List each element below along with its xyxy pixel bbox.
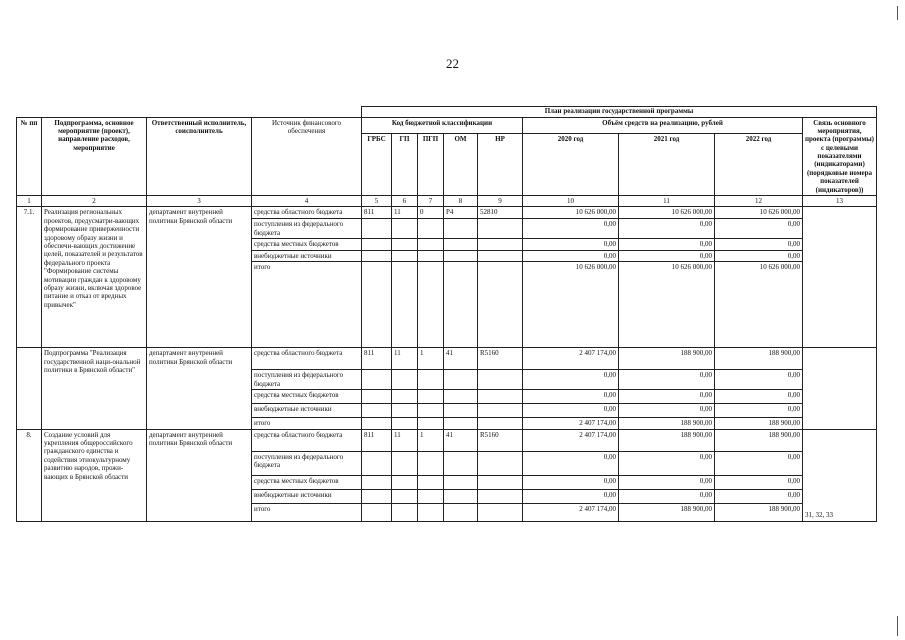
amount-cell: 0,00: [715, 250, 803, 261]
budget-code-cell: [362, 475, 392, 489]
amount-cell: 0,00: [619, 370, 715, 390]
budget-code-cell: [418, 390, 444, 404]
amount-cell: 0,00: [523, 239, 619, 250]
budget-code-cell: 41: [444, 429, 478, 451]
col-number: 9: [478, 196, 523, 207]
budget-code-cell: [362, 219, 392, 239]
amount-cell: 0,00: [619, 219, 715, 239]
budget-code-cell: [362, 390, 392, 404]
col-link: Связь основного мероприятия, проекта (программы) с целевыми показателями (индикаторами) (порядковые номера показателей (индикаторов)): [803, 117, 877, 196]
amount-cell: 188 900,00: [715, 429, 803, 451]
amount-cell: 0,00: [619, 404, 715, 418]
amount-cell: 0,00: [715, 475, 803, 489]
budget-code-cell: [478, 451, 523, 475]
col-np: НР: [478, 134, 523, 196]
budget-code-cell: [418, 418, 444, 429]
budget-code-cell: [362, 418, 392, 429]
funding-source: внебюджетные источники: [252, 404, 362, 418]
col-number: 2: [42, 196, 147, 207]
table-row: [17, 429, 877, 451]
budget-code-cell: [362, 489, 392, 503]
executor-name: департамент внутренней политики Брянской области: [147, 207, 252, 348]
amount-cell: 2 407 174,00: [523, 503, 619, 521]
scan-edge-mark: [897, 6, 898, 20]
budget-code-cell: [444, 262, 478, 348]
amount-cell: 10 626 000,00: [715, 262, 803, 348]
budget-code-cell: P4: [444, 207, 478, 219]
budget-code-cell: [392, 250, 418, 261]
plan-table: [16, 106, 877, 522]
amount-cell: 0,00: [619, 239, 715, 250]
amount-cell: 0,00: [523, 404, 619, 418]
budget-code-cell: [418, 262, 444, 348]
amount-cell: 0,00: [715, 451, 803, 475]
col-number: 3: [147, 196, 252, 207]
budget-code-cell: [478, 262, 523, 348]
row-number: 8.: [17, 429, 42, 521]
col-number: 10: [523, 196, 619, 207]
col-om: ОМ: [444, 134, 478, 196]
budget-code-cell: [444, 503, 478, 521]
activity-name: Подпрограмма "Реализация государственной наци-ональной политики в Брянской области": [42, 348, 147, 429]
executor-name: департамент внутренней политики Брянской области: [147, 348, 252, 429]
indicator-link: [803, 348, 877, 429]
amount-cell: 0,00: [523, 370, 619, 390]
amount-cell: 0,00: [619, 475, 715, 489]
amount-cell: 188 900,00: [715, 418, 803, 429]
amount-cell: 0,00: [523, 451, 619, 475]
budget-code-cell: [444, 475, 478, 489]
col-number: 12: [715, 196, 803, 207]
budget-code-cell: [478, 250, 523, 261]
budget-code-cell: 41: [444, 348, 478, 370]
budget-code-cell: [444, 370, 478, 390]
budget-code-cell: 11: [392, 429, 418, 451]
funding-source: внебюджетные источники: [252, 250, 362, 261]
budget-code-cell: 0: [418, 207, 444, 219]
budget-code-cell: 52810: [478, 207, 523, 219]
budget-code-cell: [478, 418, 523, 429]
col-grbs: ГРБС: [362, 134, 392, 196]
amount-cell: 0,00: [523, 489, 619, 503]
funding-source: итого: [252, 503, 362, 521]
col-number: 7: [418, 196, 444, 207]
budget-code-cell: [444, 250, 478, 261]
budget-code-cell: [418, 239, 444, 250]
budget-code-cell: [444, 239, 478, 250]
amount-cell: 188 900,00: [715, 348, 803, 370]
amount-cell: 0,00: [715, 489, 803, 503]
amount-cell: 0,00: [523, 475, 619, 489]
budget-code-cell: [392, 262, 418, 348]
budget-code-cell: 1: [418, 429, 444, 451]
budget-code-cell: [418, 250, 444, 261]
col-number: 13: [803, 196, 877, 207]
budget-code-cell: [478, 475, 523, 489]
amount-cell: 0,00: [715, 239, 803, 250]
table-row: [17, 348, 877, 370]
budget-code-cell: [478, 489, 523, 503]
budget-code-cell: [362, 404, 392, 418]
budget-code-cell: [478, 370, 523, 390]
activity-name: Реализация региональных проектов, предусматри-вающих формирование приверженности здоровому образу жизни и обеспечи-вающих достижение целей, показателей и результатов федерального проекта "Формирование системы мотивации граждан к здоровому образу жизни, включая здоровое питание и отказ от вредных привычек": [42, 207, 147, 348]
col-number: 11: [619, 196, 715, 207]
funding-source: поступления из федерального бюджета: [252, 370, 362, 390]
indicator-link: 31, 32, 33: [803, 429, 877, 521]
budget-code-cell: [392, 451, 418, 475]
budget-code-cell: [362, 370, 392, 390]
header-spacer: [17, 107, 362, 118]
funding-source: итого: [252, 262, 362, 348]
budget-code-cell: [362, 262, 392, 348]
amount-cell: 0,00: [715, 219, 803, 239]
budget-code-cell: [418, 451, 444, 475]
budget-code-cell: [418, 370, 444, 390]
amount-cell: 188 900,00: [715, 503, 803, 521]
budget-code-cell: [392, 390, 418, 404]
activity-name: Создание условий для укрепления общероссийского гражданского единства и содействия этнокультурному развитию народов, прожи-вающих в Брянской области: [42, 429, 147, 521]
budget-code-cell: [478, 239, 523, 250]
budget-code-cell: 11: [392, 207, 418, 219]
budget-code-cell: 811: [362, 207, 392, 219]
amount-cell: 2 407 174,00: [523, 418, 619, 429]
amount-cell: 10 626 000,00: [619, 207, 715, 219]
budget-code-cell: [392, 370, 418, 390]
budget-code-cell: [418, 503, 444, 521]
budget-code-cell: [478, 503, 523, 521]
amount-cell: 188 900,00: [619, 348, 715, 370]
amount-cell: 188 900,00: [619, 418, 715, 429]
budget-code-cell: [418, 475, 444, 489]
row-number: [17, 348, 42, 429]
amount-cell: 188 900,00: [619, 429, 715, 451]
amount-cell: 10 626 000,00: [619, 262, 715, 348]
funding-source: поступления из федерального бюджета: [252, 451, 362, 475]
amount-cell: 0,00: [523, 250, 619, 261]
budget-code-cell: [362, 503, 392, 521]
funding-source: средства областного бюджета: [252, 348, 362, 370]
executor-name: департамент внутренней политики Брянской области: [147, 429, 252, 521]
budget-code-cell: [444, 390, 478, 404]
budget-code-cell: R5160: [478, 429, 523, 451]
budget-code-cell: [418, 404, 444, 418]
amount-cell: 0,00: [715, 404, 803, 418]
amount-cell: 0,00: [523, 390, 619, 404]
budget-code-cell: [392, 503, 418, 521]
budget-code-cell: 11: [392, 348, 418, 370]
funding-source: средства областного бюджета: [252, 207, 362, 219]
scan-edge-mark: [897, 616, 898, 636]
column-numbers-row: [17, 196, 877, 207]
budget-code-cell: [392, 475, 418, 489]
budget-code-cell: [444, 489, 478, 503]
table-header: [17, 107, 877, 207]
col-executor: Ответственный исполнитель, соисполнитель: [147, 117, 252, 196]
indicator-link: [803, 207, 877, 348]
amount-cell: 0,00: [619, 451, 715, 475]
amount-cell: 0,00: [619, 250, 715, 261]
funding-source: средства областного бюджета: [252, 429, 362, 451]
col-number: 6: [392, 196, 418, 207]
budget-code-cell: [478, 390, 523, 404]
budget-code-cell: [362, 250, 392, 261]
col-gp: ГП: [392, 134, 418, 196]
funding-source: средства местных бюджетов: [252, 239, 362, 250]
budget-code-cell: [444, 418, 478, 429]
budget-code-cell: [392, 219, 418, 239]
funding-source: поступления из федерального бюджета: [252, 219, 362, 239]
amount-cell: 2 407 174,00: [523, 348, 619, 370]
budget-code-cell: [362, 239, 392, 250]
col-number: 8: [444, 196, 478, 207]
col-2022: 2022 год: [715, 134, 803, 196]
budget-code-cell: [444, 404, 478, 418]
amount-cell: 0,00: [619, 390, 715, 404]
col-2020: 2020 год: [523, 134, 619, 196]
col-pgp: ПГП: [418, 134, 444, 196]
amount-cell: 0,00: [523, 219, 619, 239]
funding-source: средства местных бюджетов: [252, 475, 362, 489]
col-number: 5: [362, 196, 392, 207]
amount-cell: 0,00: [619, 489, 715, 503]
col-number: 4: [252, 196, 362, 207]
amount-cell: 188 900,00: [619, 503, 715, 521]
budget-code-cell: [392, 404, 418, 418]
budget-code-cell: [478, 404, 523, 418]
budget-code-cell: [478, 219, 523, 239]
amount-cell: 10 626 000,00: [523, 207, 619, 219]
budget-code-cell: [418, 489, 444, 503]
budget-code-cell: 811: [362, 429, 392, 451]
funding-source: средства местных бюджетов: [252, 390, 362, 404]
budget-code-cell: [392, 239, 418, 250]
col-2021: 2021 год: [619, 134, 715, 196]
plan-title: План реализации государственной программы: [362, 107, 877, 118]
table-body: [17, 207, 877, 521]
col-source: Источник финансового обеспечения: [252, 117, 362, 196]
budget-code-cell: [392, 489, 418, 503]
col-subprogram: Подпрограмма, основное мероприятие (проект), направление расходов, мероприятие: [42, 117, 147, 196]
funding-source: внебюджетные источники: [252, 489, 362, 503]
col-num: № пп: [17, 117, 42, 196]
budget-code-cell: R5160: [478, 348, 523, 370]
budget-code-cell: [418, 219, 444, 239]
col-budget-code: Код бюджетной классификации: [362, 117, 523, 134]
budget-code-cell: [392, 418, 418, 429]
budget-code-cell: [362, 451, 392, 475]
amount-cell: 10 626 000,00: [523, 262, 619, 348]
page-number: 22: [446, 56, 459, 71]
table-row: [17, 207, 877, 219]
amount-cell: 0,00: [715, 370, 803, 390]
funding-source: итого: [252, 418, 362, 429]
col-number: 1: [17, 196, 42, 207]
budget-code-cell: [444, 219, 478, 239]
budget-code-cell: 811: [362, 348, 392, 370]
amount-cell: 10 626 000,00: [715, 207, 803, 219]
budget-code-cell: 1: [418, 348, 444, 370]
col-volume: Объём средств на реализацию, рублей: [523, 117, 803, 134]
row-number: 7.1.: [17, 207, 42, 348]
amount-cell: 0,00: [715, 390, 803, 404]
budget-code-cell: [444, 451, 478, 475]
amount-cell: 2 407 174,00: [523, 429, 619, 451]
